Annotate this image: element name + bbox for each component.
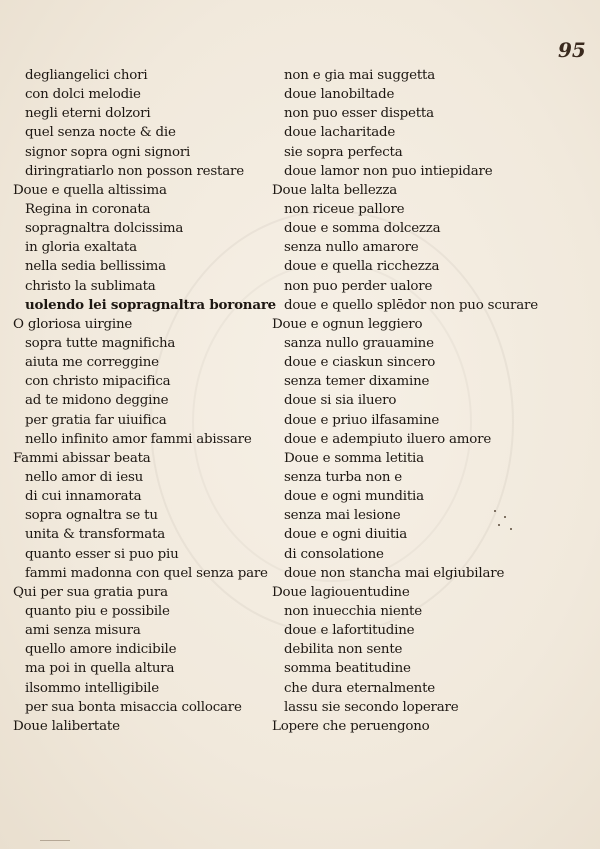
verse-line: doue e quella ricchezza (284, 259, 440, 275)
verse-line: quello amore indicibile (25, 642, 177, 658)
verse-line: doue e priuo ilfasamine (284, 412, 440, 428)
verse-line: quanto esser si puo piu (25, 546, 179, 562)
verse-line: con dolci melodie (25, 87, 141, 103)
verse-line: non puo perder ualore (284, 278, 433, 294)
verse-line: doue si sia iluero (284, 393, 397, 409)
verse-line: senza mai lesione (284, 508, 401, 524)
verse-line: doue non stancha mai elgiubilare (284, 565, 505, 581)
verse-line: doue lamor non puo intiepidare (284, 163, 493, 179)
verse-line: per gratia far uiuifica (25, 412, 167, 428)
verse-line: doue e adempiuto iluero amore (284, 431, 492, 447)
verse-line: sie sopra perfecta (284, 144, 403, 160)
verse-line: quanto piu e possibile (25, 603, 170, 619)
verse-line: doue e quello splēdor non puo scurare (284, 297, 538, 313)
verse-line: negli eterni dolzori (25, 106, 151, 122)
verse-line: doue e somma dolcezza (284, 221, 441, 237)
verse-line: doue e lafortitudine (284, 623, 415, 639)
verse-line: Doue e ognun leggiero (272, 316, 423, 332)
verse-line: nello infinito amor fammi abissare (25, 431, 252, 447)
verse-line: nello amor di iesu (25, 469, 144, 485)
folio-number: 95 (558, 38, 586, 62)
verse-line: aiuta me correggine (25, 355, 159, 371)
verse-line: sopragnaltra dolcissima (25, 221, 184, 237)
verse-line: doue e ogni diuitia (284, 527, 408, 543)
verse-line: con christo mipacifica (25, 374, 171, 390)
verse-line: Doue lalta bellezza (272, 182, 398, 198)
page-edge-mark (40, 840, 70, 841)
verse-line: unita & transformata (25, 527, 166, 543)
verse-line: christo la sublimata (25, 278, 156, 294)
verse-line: sopra tutte magnificha (25, 335, 176, 351)
verse-line: quel senza nocte & die (25, 125, 176, 141)
verse-line: O gloriosa uirgine (13, 316, 133, 332)
verse-line: ami senza misura (25, 623, 141, 639)
verse-line: debilita non sente (284, 642, 403, 658)
verse-line: non inuecchia niente (284, 603, 422, 619)
ink-specks (490, 508, 520, 534)
left-text-column (13, 66, 276, 736)
verse-line: per sua bonta misaccia collocare (25, 699, 242, 715)
verse-line: fammi madonna con quel senza pare (25, 565, 268, 581)
verse-line: Doue lalibertate (13, 718, 120, 734)
verse-line: somma beatitudine (284, 661, 411, 677)
verse-line: nella sedia bellissima (25, 259, 166, 275)
verse-line: signor sopra ogni signori (25, 144, 191, 160)
verse-line: non puo esser dispetta (284, 106, 434, 122)
verse-line: Doue e somma letitia (284, 450, 424, 466)
verse-line: Fammi abissar beata (13, 450, 151, 466)
verse-line: sopra ognaltra se tu (25, 508, 158, 524)
verse-line: non riceue pallore (284, 201, 405, 217)
verse-line: che dura eternalmente (284, 680, 436, 696)
verse-line: Qui per sua gratia pura (13, 584, 168, 600)
verse-line: doue e ogni munditia (284, 489, 424, 505)
verse-line: in gloria exaltata (25, 240, 137, 256)
verse-line: ilsommo intelligibile (25, 680, 159, 696)
verse-line: diringratiarlo non posson restare (25, 163, 244, 179)
verse-line: degliangelici chori (25, 68, 148, 83)
verse-line: non e gia mai suggetta (284, 68, 435, 83)
verse-line: di cui innamorata (25, 489, 142, 505)
verse-line: di consolatione (284, 546, 384, 562)
verse-line: sanza nullo grauamine (284, 335, 434, 351)
right-text-column (272, 66, 538, 736)
verse-line: Doue e quella altissima (13, 182, 167, 198)
verse-line: doue lacharitade (284, 125, 396, 141)
verse-line: ma poi in quella altura (25, 661, 175, 677)
verse-line: lassu sie secondo loperare (284, 699, 459, 715)
verse-line: senza nullo amarore (284, 240, 419, 256)
verse-line: Lopere che peruengono (272, 718, 430, 734)
verse-line: uolendo lei sopragnaltra boronare (25, 296, 276, 313)
verse-line: senza turba non e (284, 469, 403, 485)
verse-line: ad te midono deggine (25, 393, 169, 409)
verse-line: doue e ciaskun sincero (284, 355, 436, 371)
verse-line: Regina in coronata (25, 201, 151, 217)
verse-line: Doue lagiouentudine (272, 584, 410, 600)
verse-line: doue lanobiltade (284, 87, 395, 103)
verse-line: senza temer dixamine (284, 374, 430, 390)
